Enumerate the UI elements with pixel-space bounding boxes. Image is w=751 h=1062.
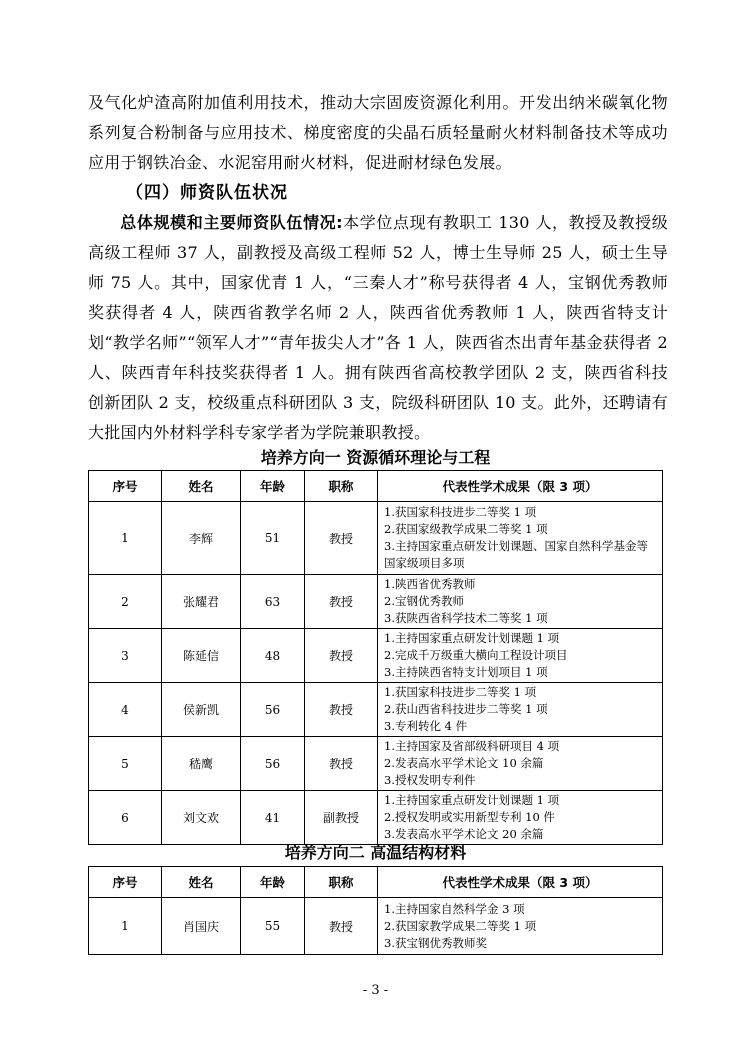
cell-title: 教授	[305, 575, 378, 629]
header-achievements: 代表性学术成果（限 3 项）	[378, 867, 663, 898]
faculty-lead: 总体规模和主要师资队伍情况:	[120, 213, 343, 232]
intro-paragraph: 及气化炉渣高附加值利用技术，推动大宗固废资源化利用。开发出纳米碳氧化物系列复合粉制备与应用技术、梯度密度的尖晶石质轻量耐火材料制备技术等成功应用于钢铁冶金、水泥窑用耐火材料，促进耐材绿色发展。	[88, 93, 668, 172]
cell-age: 51	[241, 502, 305, 575]
cell-title: 教授	[305, 683, 378, 737]
achievement-item: 1.获国家科技进步二等奖 1 项	[384, 685, 537, 699]
table-row	[89, 791, 663, 845]
table-caption-direction-1: 培养方向一 资源循环理论与工程	[260, 448, 491, 467]
achievement-item: 2.授权发明或实用新型专利 10 件	[384, 810, 555, 824]
achievement-item: 1.主持国家重点研发计划课题 1 项	[384, 631, 560, 645]
cell-no: 3	[89, 629, 162, 683]
cell-achievements	[378, 502, 663, 575]
achievement-item: 2.宝钢优秀教师	[384, 594, 464, 608]
header-name: 姓名	[162, 471, 241, 502]
header-title: 职称	[305, 867, 378, 898]
cell-name: 张耀君	[162, 575, 241, 629]
achievement-item: 1.主持国家及省部级科研项目 4 项	[384, 739, 560, 753]
cell-name: 肖国庆	[162, 898, 241, 955]
cell-achievements	[378, 629, 663, 683]
achievement-item: 3.发表高水平学术论文 20 余篇	[384, 827, 544, 841]
cell-age: 48	[241, 629, 305, 683]
achievement-item: 1.主持国家重点研发计划课题 1 项	[384, 793, 560, 807]
achievement-item: 3.主持陕西省特支计划项目 1 项	[384, 665, 548, 679]
cell-name: 刘文欢	[162, 791, 241, 845]
cell-title: 教授	[305, 502, 378, 575]
cell-name: 李辉	[162, 502, 241, 575]
cell-achievements	[378, 791, 663, 845]
cell-name: 陈延信	[162, 629, 241, 683]
achievement-item: 3.获宝钢优秀教师奖	[384, 935, 487, 950]
cell-age: 56	[241, 683, 305, 737]
cell-title: 副教授	[305, 791, 378, 845]
cell-no: 1	[89, 898, 162, 955]
cell-title: 教授	[305, 629, 378, 683]
cell-no: 2	[89, 575, 162, 629]
table-row	[89, 683, 663, 737]
table-body	[89, 898, 663, 955]
achievement-item: 1.主持国家自然科学金 3 项	[384, 901, 525, 916]
table-row	[89, 629, 663, 683]
table-row	[89, 502, 663, 575]
table-header-row	[89, 867, 663, 898]
cell-no: 4	[89, 683, 162, 737]
header-no: 序号	[89, 867, 162, 898]
cell-achievements	[378, 737, 663, 791]
achievement-item: 3.专利转化 4 件	[384, 719, 468, 733]
faculty-table-direction-1	[88, 470, 663, 845]
page-number: - 3 -	[362, 983, 389, 998]
cell-name: 侯新凯	[162, 683, 241, 737]
cell-age: 56	[241, 737, 305, 791]
faculty-text: 本学位点现有教职工 130 人，教授及教授级高级工程师 37 人，副教授及高级工程师 52 人，博士生导师 25 人，硕士生导师 75 人。其中，国家优青 1 人，“三秦人才”称号获得者 4 人，宝钢优秀教师奖获得者 4 人，陕西省教学名师 2 人，陕西省优秀教师 1 人，陕西省特支计划“教学名师”“领军人才”“青年拔尖人才”各 1 人，陕西省杰出青年基金获得者 2 人、陕西青年科技奖获得者 1 人。拥有陕西省高校教学团队 2 支，陕西省科技创新团队 2 支，校级重点科研团队 3 支，院级科研团队 10 支。此外，还聘请有大批国内外材料学科专家学者为学院兼职教授。	[88, 213, 668, 442]
section-heading: （四）师资队伍状况	[126, 183, 288, 203]
achievement-item: 1.陕西省优秀教师	[384, 577, 476, 591]
achievement-item: 3.授权发明专利件	[384, 773, 476, 787]
cell-no: 6	[89, 791, 162, 845]
table-row	[89, 737, 663, 791]
table-body	[89, 502, 663, 845]
cell-age: 63	[241, 575, 305, 629]
cell-no: 1	[89, 502, 162, 575]
faculty-table-direction-2	[88, 866, 663, 955]
achievement-item: 3.主持国家重点研发计划课题、国家自然科学基金等国家级项目多项	[384, 539, 648, 570]
cell-age: 55	[241, 898, 305, 955]
achievement-item: 2.获国家级教学成果二等奖 1 项	[384, 522, 548, 536]
header-title: 职称	[305, 471, 378, 502]
achievement-item: 2.发表高水平学术论文 10 余篇	[384, 756, 544, 770]
achievement-item: 3.获陕西省科学技术二等奖 1 项	[384, 611, 548, 625]
table-row	[89, 898, 663, 955]
header-name: 姓名	[162, 867, 241, 898]
cell-achievements	[378, 575, 663, 629]
achievement-item: 1.获国家科技进步二等奖 1 项	[384, 505, 537, 519]
achievement-item: 2.完成千万级重大横向工程设计项目	[384, 648, 568, 662]
cell-title: 教授	[305, 898, 378, 955]
cell-title: 教授	[305, 737, 378, 791]
header-no: 序号	[89, 471, 162, 502]
header-age: 年龄	[241, 471, 305, 502]
achievement-item: 2.获山西省科技进步二等奖 1 项	[384, 702, 548, 716]
achievement-item: 2.获国家教学成果二等奖 1 项	[384, 918, 537, 933]
cell-age: 41	[241, 791, 305, 845]
header-age: 年龄	[241, 867, 305, 898]
cell-name: 嵇鹰	[162, 737, 241, 791]
header-achievements: 代表性学术成果（限 3 项）	[378, 471, 663, 502]
faculty-paragraph	[88, 208, 668, 448]
cell-achievements	[378, 683, 663, 737]
table-caption-direction-2: 培养方向二 高温结构材料	[284, 843, 467, 862]
table-row	[89, 575, 663, 629]
table-header-row	[89, 471, 663, 502]
cell-no: 5	[89, 737, 162, 791]
cell-achievements	[378, 898, 663, 955]
